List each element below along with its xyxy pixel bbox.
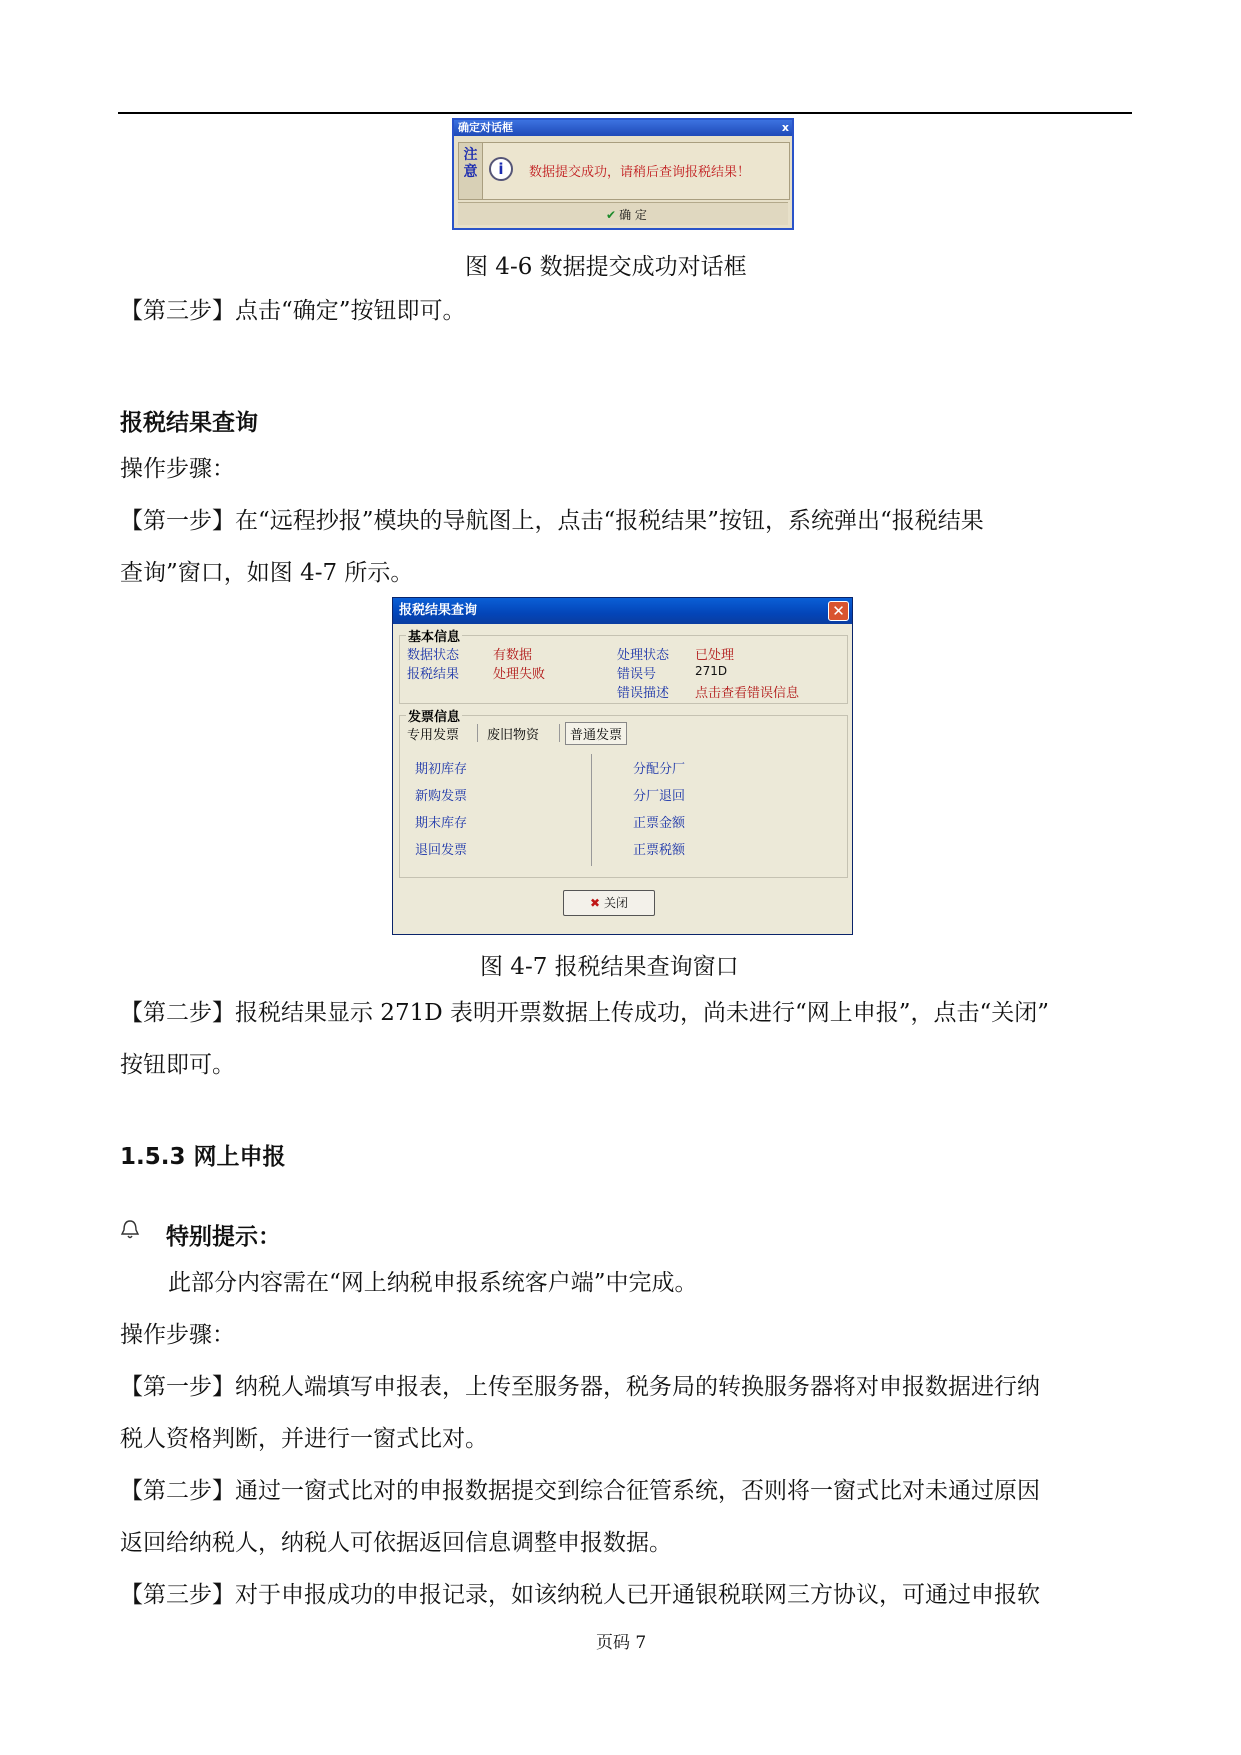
tab-special-invoice[interactable]: 专用发票 — [407, 728, 460, 743]
link-positive-tax[interactable]: 正票税额 — [633, 843, 686, 858]
confirm-button-bar — [458, 202, 788, 225]
close-button[interactable]: ✕ — [828, 601, 849, 621]
error-desc-link[interactable]: 点击查看错误信息 — [695, 686, 800, 701]
link-opening-stock[interactable]: 期初库存 — [415, 762, 468, 777]
paragraph-step1-line2: 查询”窗口，如图 4-7 所示。 — [120, 560, 414, 586]
link-returned-invoices[interactable]: 退回发票 — [415, 843, 468, 858]
data-status-label: 数据状态 — [407, 648, 460, 663]
close-button-label: 关闭 — [604, 896, 629, 910]
attention-label: 注意 — [459, 143, 483, 199]
section-title: 报税结果查询 — [120, 410, 258, 436]
invoice-info-legend: 发票信息 — [408, 710, 461, 725]
basic-info-legend: 基本信息 — [408, 630, 461, 645]
figure-4-7-caption: 图 4-7 报税结果查询窗口 — [480, 954, 739, 980]
confirm-dialog — [452, 118, 794, 230]
link-branch-return[interactable]: 分厂退回 — [633, 789, 686, 804]
paragraph-step3: 【第三步】点击“确定”按钮即可。 — [120, 298, 466, 324]
tab-divider — [477, 724, 478, 742]
link-positive-amount[interactable]: 正票金额 — [633, 816, 686, 831]
confirm-dialog-title: 确定对话框 — [458, 121, 513, 134]
ok-button-label: 确 定 — [619, 208, 647, 222]
q-step2-line1: 【第二步】通过一窗式比对的申报数据提交到综合征管系统，否则将一窗式比对未通过原因 — [120, 1478, 1040, 1504]
q-step1-line2: 税人资格判断，并进行一窗式比对。 — [120, 1426, 488, 1452]
tab-divider — [559, 724, 560, 742]
confirm-dialog-body — [458, 142, 790, 200]
tip-body: 此部分内容需在“网上纳税申报系统客户端”中完成。 — [168, 1270, 698, 1296]
confirm-dialog-titlebar — [454, 120, 792, 136]
q-step3-line1: 【第三步】对于申报成功的申报记录，如该纳税人已开通银税联网三方协议，可通过申报软 — [120, 1582, 1040, 1608]
tax-result-value: 处理失败 — [493, 667, 546, 682]
column-divider — [591, 754, 592, 866]
error-no-value: 271D — [695, 664, 728, 678]
tax-result-label: 报税结果 — [407, 667, 460, 682]
close-x-icon: ✖ — [589, 896, 601, 910]
ops-label-2: 操作步骤： — [120, 1322, 235, 1348]
tax-result-titlebar — [393, 598, 852, 624]
subsection-title: 1.5.3 网上申报 — [120, 1144, 286, 1170]
tax-result-title: 报税结果查询 — [399, 603, 478, 618]
link-branch-allocation[interactable]: 分配分厂 — [633, 762, 686, 777]
tab-general-invoice[interactable]: 普通发票 — [565, 722, 627, 745]
ops-label: 操作步骤： — [120, 456, 235, 482]
link-new-invoices[interactable]: 新购发票 — [415, 789, 468, 804]
link-closing-stock[interactable]: 期末库存 — [415, 816, 468, 831]
q-step2-line2: 返回给纳税人，纳税人可依据返回信息调整申报数据。 — [120, 1530, 672, 1556]
header-rule — [118, 112, 1132, 114]
page-footer: 页码 7 — [596, 1633, 647, 1653]
paragraph-step2-line2: 按钮即可。 — [120, 1052, 235, 1078]
close-icon[interactable]: x — [781, 121, 789, 134]
paragraph-step2-line1: 【第二步】报税结果显示 271D 表明开票数据上传成功，尚未进行“网上申报”，点击“关闭” — [120, 1000, 1049, 1026]
figure-4-6-caption: 图 4-6 数据提交成功对话框 — [465, 254, 747, 280]
error-no-label: 错误号 — [617, 667, 657, 682]
bell-icon — [120, 1219, 140, 1246]
tip-title: 特别提示： — [166, 1224, 281, 1250]
tax-result-dialog — [392, 597, 853, 935]
paragraph-step1-line1: 【第一步】在“远程抄报”模块的导航图上，点击“报税结果”按钮，系统弹出“报税结果 — [120, 508, 984, 534]
process-status-label: 处理状态 — [617, 648, 670, 663]
error-desc-label: 错误描述 — [617, 686, 670, 701]
tab-scrap-materials[interactable]: 废旧物资 — [487, 728, 540, 743]
info-icon: i — [489, 157, 513, 181]
q-step1-line1: 【第一步】纳税人端填写申报表，上传至服务器，税务局的转换服务器将对申报数据进行纳 — [120, 1374, 1040, 1400]
process-status-value: 已处理 — [695, 648, 735, 663]
ok-button[interactable] — [606, 206, 647, 223]
checkmark-icon: ✔ — [606, 208, 617, 222]
close-dialog-button[interactable] — [563, 890, 655, 916]
confirm-message: 数据提交成功，请稍后查询报税结果！ — [529, 165, 751, 180]
data-status-value: 有数据 — [493, 648, 533, 663]
